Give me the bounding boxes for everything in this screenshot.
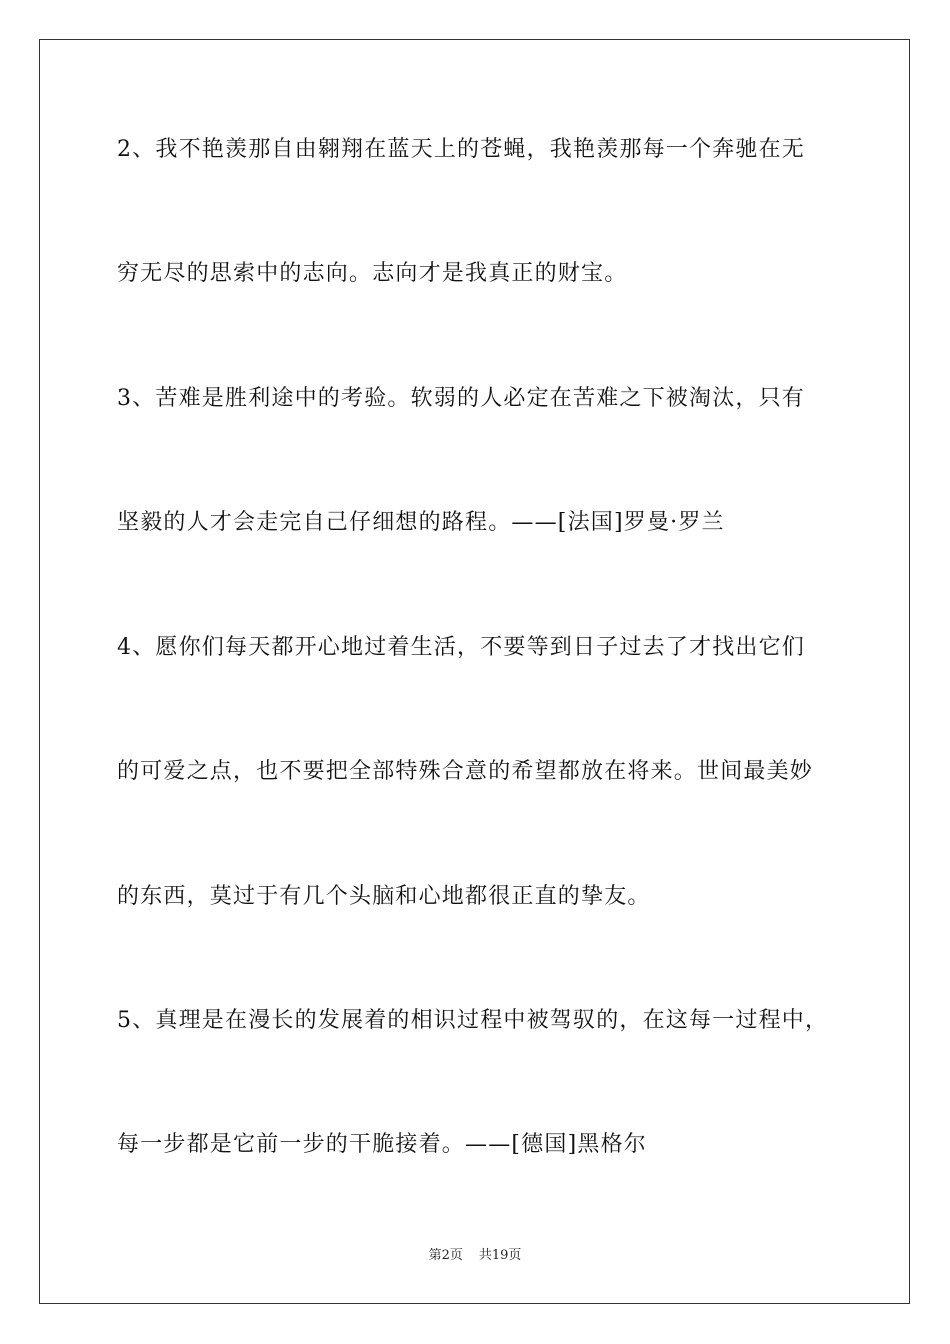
text-line-5: 4、愿你们每天都开心地过着生活，不要等到日子过去了才找出它们 xyxy=(117,635,805,660)
text-line-3: 3、苦难是胜利途中的考验。软弱的人必定在苦难之下被淘汰，只有 xyxy=(117,386,805,411)
text-line-8: 5、真理是在漫长的发展着的相识过程中被驾驭的，在这每一过程中， xyxy=(117,1008,829,1033)
page-border xyxy=(39,39,910,1304)
text-line-4: 坚毅的人才会走完自己仔细想的路程。——[法国]罗曼·罗兰 xyxy=(117,510,725,535)
page-total: 共19页 xyxy=(478,1248,522,1263)
page-footer xyxy=(0,1247,950,1265)
text-line-1: 2、我不艳羡那自由翱翔在蓝天上的苍蝇，我艳羡那每一个奔驰在无 xyxy=(117,137,805,162)
text-line-6: 的可爱之点，也不要把全部特殊合意的希望都放在将来。世间最美妙 xyxy=(117,759,814,784)
text-line-7: 的东西，莫过于有几个头脑和心地都很正直的挚友。 xyxy=(117,884,651,909)
text-line-2: 穷无尽的思索中的志向。志向才是我真正的财宝。 xyxy=(117,261,628,286)
text-line-9: 每一步都是它前一步的干脆接着。——[德国]黑格尔 xyxy=(117,1132,647,1157)
page-number: 第2页 xyxy=(428,1248,463,1263)
